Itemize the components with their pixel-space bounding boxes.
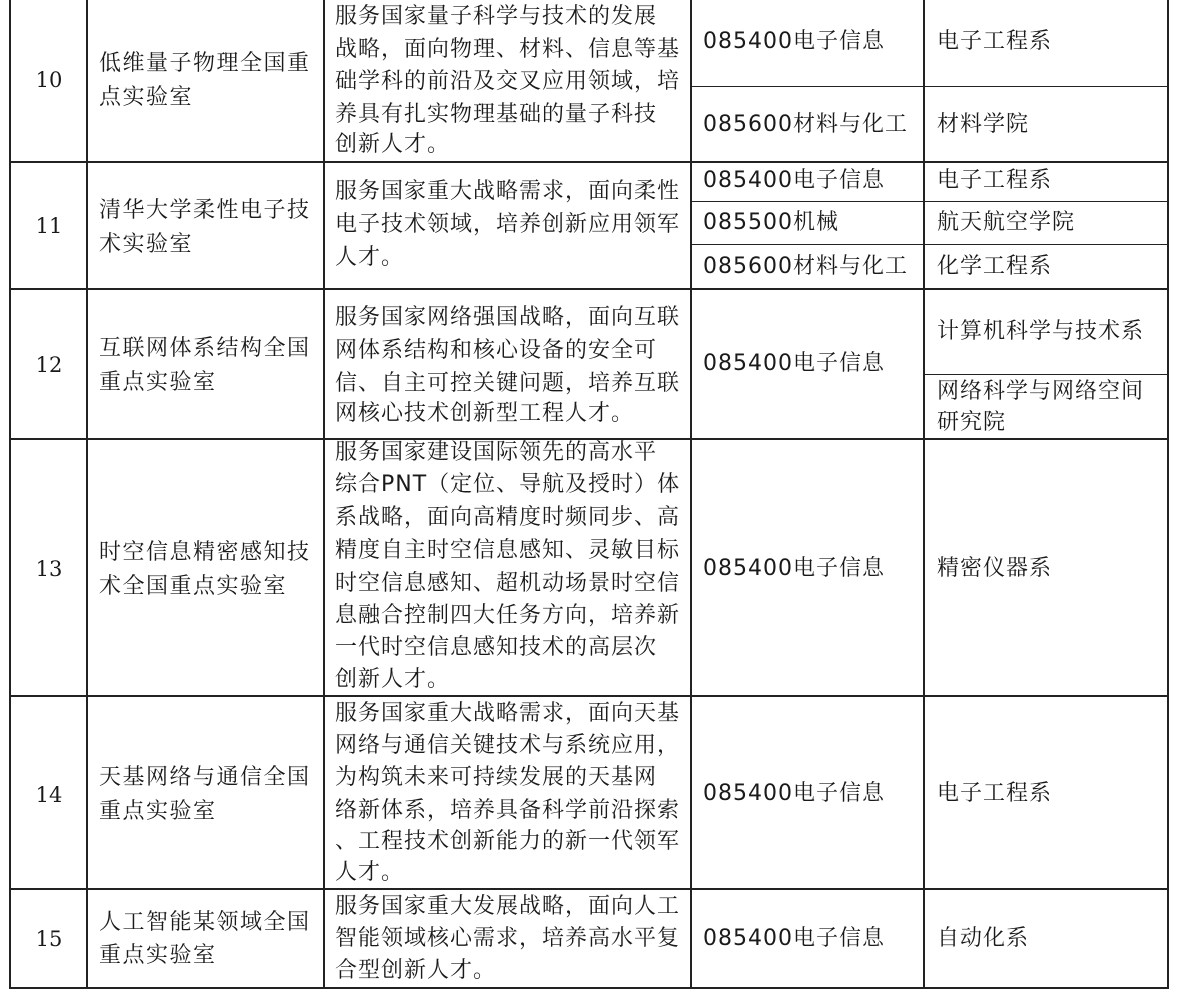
lab-name-line: 重点实验室 [99,799,217,824]
major-code: 085600材料与化工 [703,112,908,137]
lab-name-line: 点实验室 [99,85,194,110]
column-divider [86,0,88,989]
subrow-divider [690,244,1169,245]
department: 电子工程系 [937,781,1053,806]
description-line: 信、自主可控关键问题，培养互联 [335,371,681,396]
subrow-divider [690,201,1169,202]
description-line: 网体系结构和核心设备的安全可 [335,338,658,363]
department: 精密仪器系 [937,556,1053,581]
department: 网络科学与网络空间 [937,379,1145,404]
description-line: 络新体系，培养具备科学前沿探索 [335,798,681,823]
description-line: 、工程技术创新能力的新一代领军 [335,829,681,854]
description-line: 息融合控制四大任务方向，培养新 [335,603,681,628]
major-code: 085400电子信息 [703,351,885,376]
lab-name-line: 术全国重点实验室 [99,574,288,599]
description-line: 服务国家建设国际领先的高水平 [335,440,658,465]
row-number: 15 [35,927,63,951]
row-number: 12 [35,353,63,377]
description-line: 电子技术领域，培养创新应用领军 [335,212,681,237]
major-code: 085600材料与化工 [703,254,908,279]
row-number: 11 [35,214,63,238]
row-divider [9,288,1169,290]
department: 航天航空学院 [937,210,1076,235]
major-code: 085400电子信息 [703,29,885,54]
major-code: 085400电子信息 [703,168,885,193]
table-border-right [1167,0,1169,989]
department: 计算机科学与技术系 [937,319,1145,344]
department: 电子工程系 [937,29,1053,54]
description-line: 网核心技术创新型工程人才。 [335,401,635,426]
row-number: 13 [35,557,63,581]
description-line: 服务国家重大战略需求，面向天基 [335,701,681,726]
lab-name-line: 人工智能某领域全国 [99,910,311,935]
lab-name-line: 低维量子物理全国重 [99,51,311,76]
description-line: 服务国家网络强国战略，面向互联 [335,305,681,330]
lab-name-line: 互联网体系结构全国 [99,336,311,361]
major-code: 085400电子信息 [703,926,885,951]
subrow-divider [690,86,1169,87]
description-line: 服务国家量子科学与技术的发展 [335,4,658,29]
description-line: 础学科的前沿及交叉应用领域，培 [335,69,681,95]
description-line: 服务国家重大发展战略，面向人工 [335,894,681,919]
department: 材料学院 [937,112,1030,137]
lab-name-line: 时空信息精密感知技 [99,540,311,565]
description-line: 为构筑未来可持续发展的天基网 [335,765,658,790]
major-code: 085500机械 [703,210,839,235]
description-line: 养具有扎实物理基础的量子科技 [335,102,658,128]
major-code: 085400电子信息 [703,556,885,581]
major-code: 085400电子信息 [703,781,885,806]
description-line: 一代时空信息感知技术的高层次 [335,635,658,660]
lab-name-line: 天基网络与通信全国 [99,765,311,790]
description-line: 合型创新人才。 [335,958,497,983]
row-divider [9,161,1169,163]
department: 自动化系 [937,926,1030,951]
description-line: 综合PNT（定位、导航及授时）体 [335,472,681,497]
row-number: 10 [35,68,63,92]
description-line: 人才。 [335,245,405,270]
description-line: 战略，面向物理、材料、信息等基 [335,36,681,62]
department: 研究院 [937,410,1007,435]
row-divider [9,695,1169,697]
table-border-left [9,0,11,989]
department: 电子工程系 [937,168,1053,193]
description-line: 人才。 [335,860,405,885]
lab-name-line: 重点实验室 [99,943,217,968]
lab-name-line: 重点实验室 [99,370,217,395]
description-line: 创新人才。 [335,667,451,692]
row-divider [9,888,1169,890]
column-divider [323,0,325,989]
description-line: 服务国家重大战略需求，面向柔性 [335,179,681,204]
description-line: 智能领域核心需求，培养高水平复 [335,926,681,951]
description-line: 精度自主时空信息感知、灵敏目标 [335,538,681,563]
subrow-divider [923,374,1169,375]
lab-name-line: 清华大学柔性电子技 [99,198,311,223]
department: 化学工程系 [937,254,1053,279]
row-number: 14 [35,783,63,807]
lab-name-line: 术实验室 [99,232,194,257]
description-line: 创新人才。 [335,132,451,157]
description-line: 网络与通信关键技术与系统应用， [335,733,681,758]
column-divider [923,0,925,989]
table-border-bottom [9,987,1169,989]
column-divider [690,0,692,989]
description-line: 系战略，面向高精度时频同步、高 [335,505,681,530]
description-line: 时空信息感知、超机动场景时空信 [335,571,681,596]
